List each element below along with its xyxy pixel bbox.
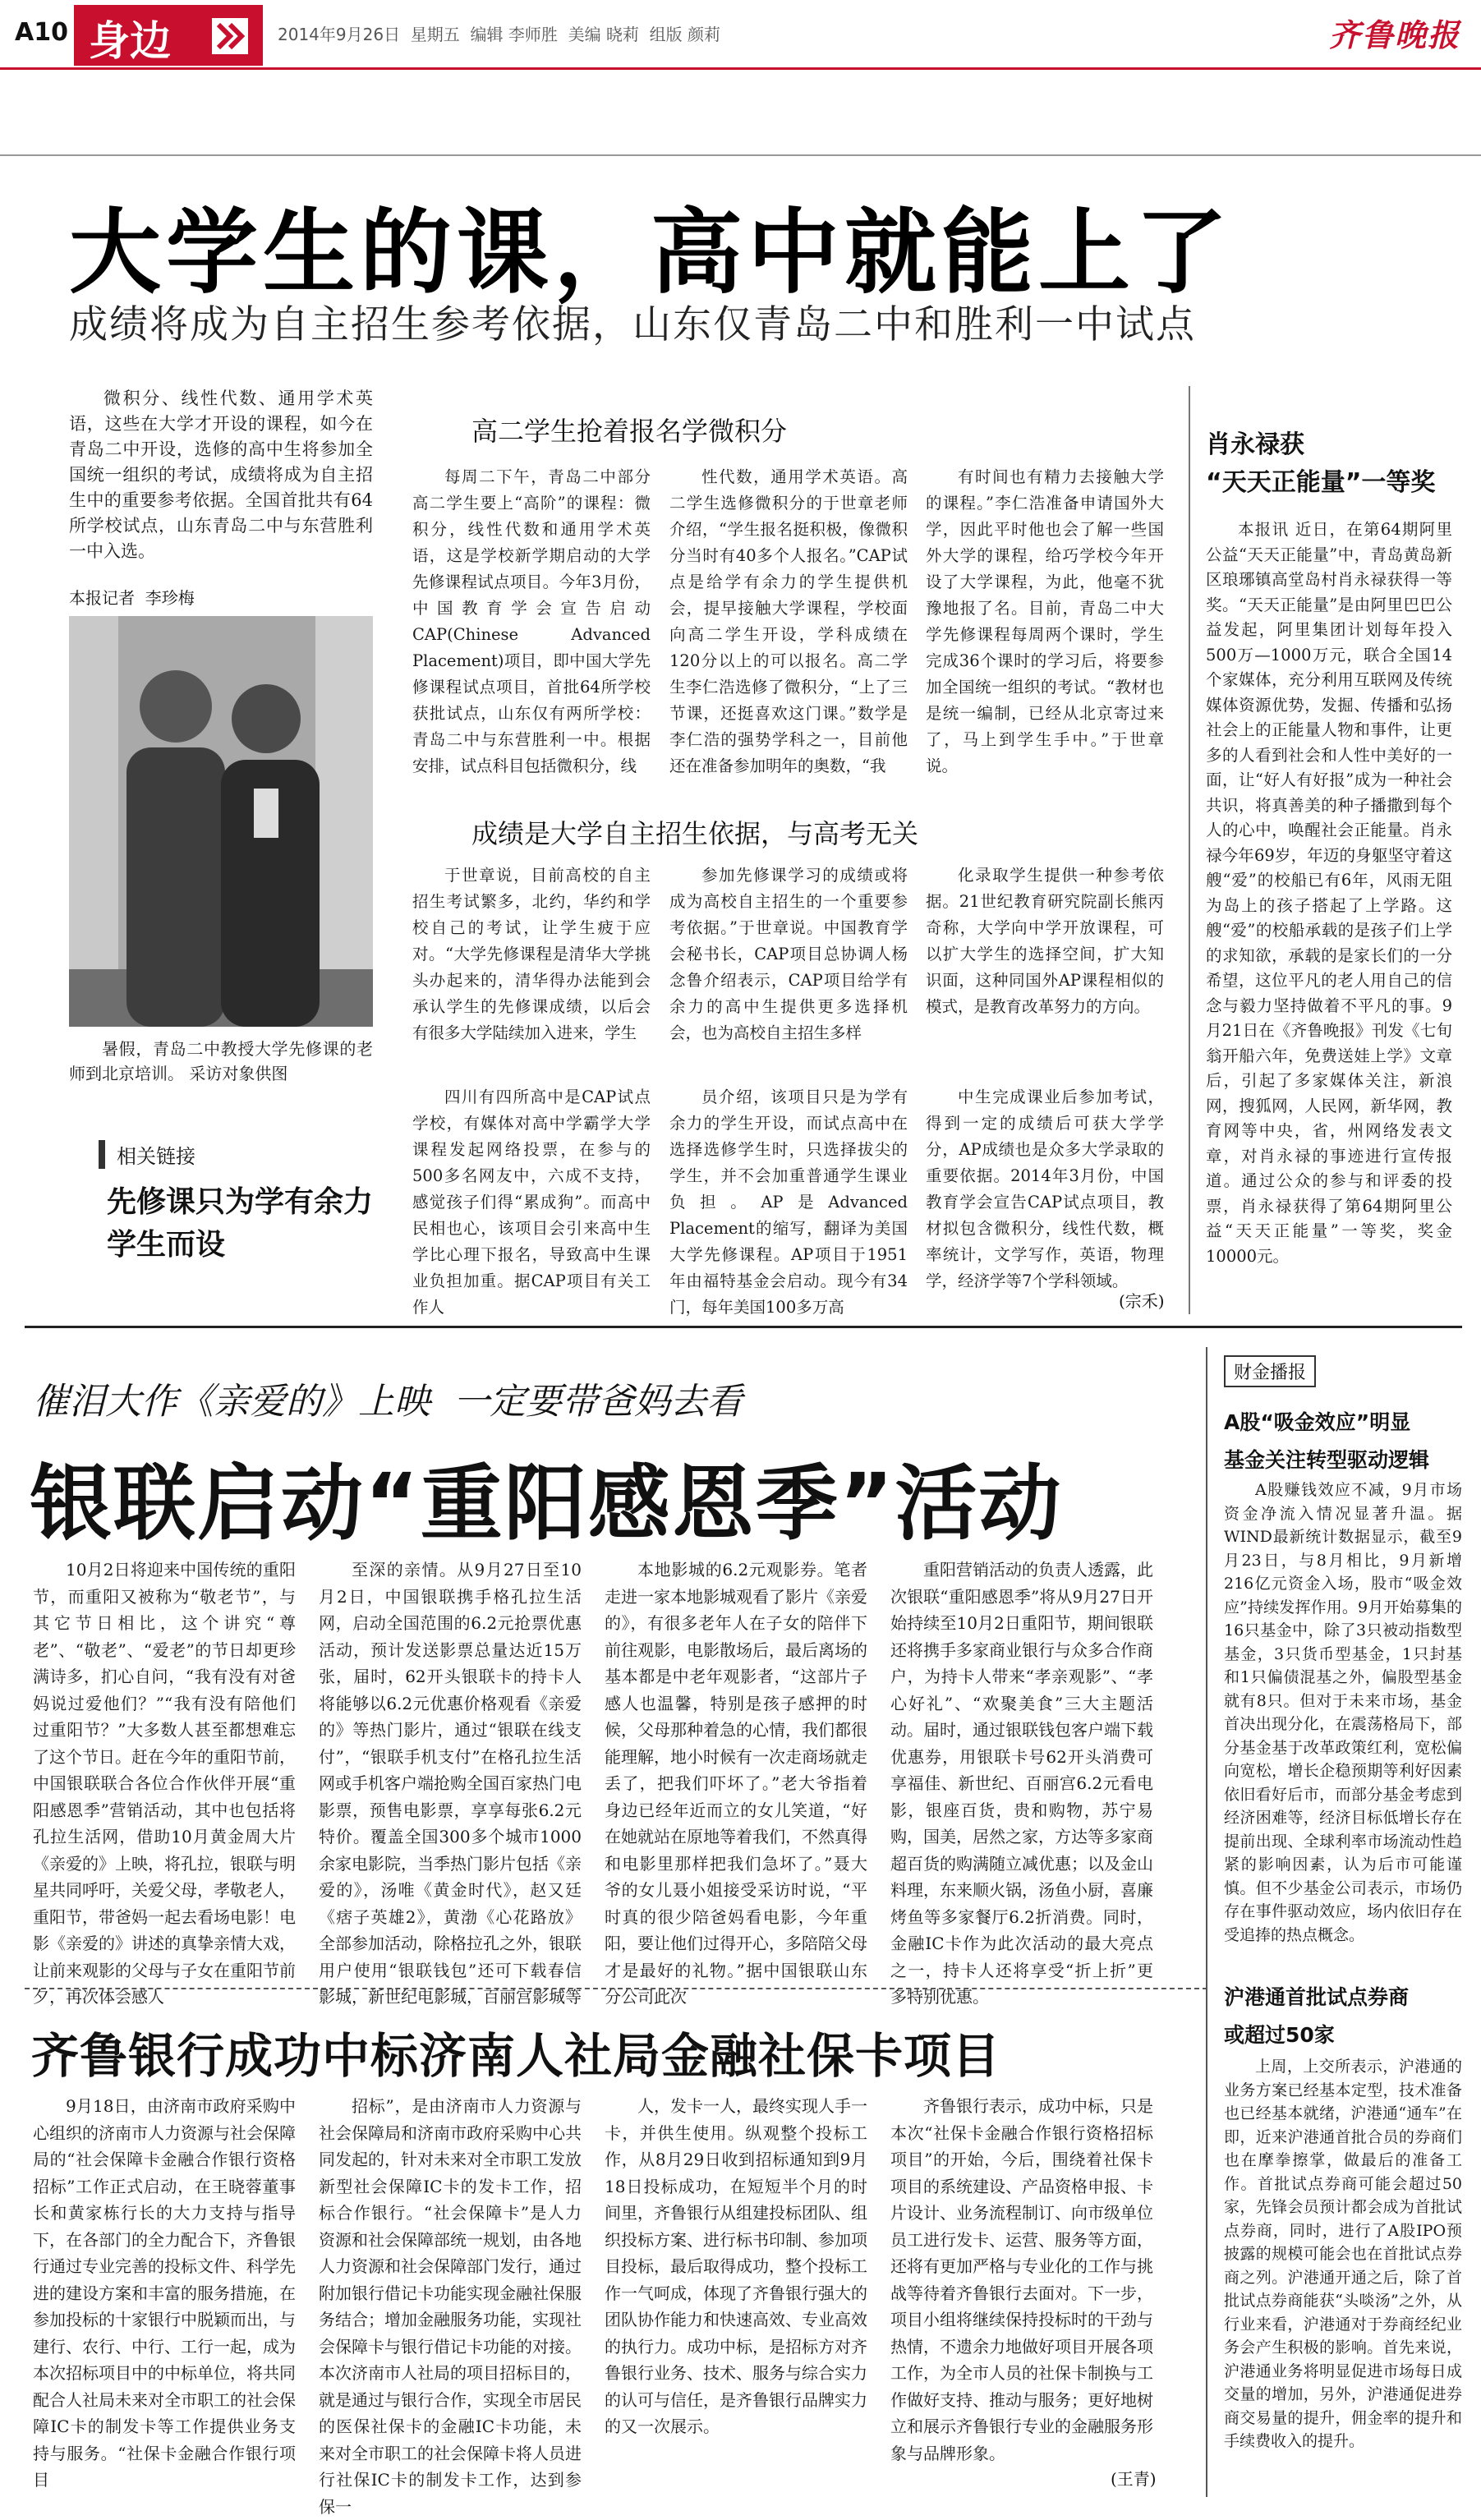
sidebar2-title2-line1: 沪港通首批试点券商: [1224, 1985, 1410, 2009]
article2-col-1: 10月2日将迎来中国传统的重阳节，而重阳又被称为“敬老节”，与其它节日相比，这个讲究“尊老”、“敬老”、“爱老”的节日却更珍满诗多，扪心自问，“我有没有对爸妈说过爱他们？”“我有没有陪他们过重阳节？”大多数人甚至都想难忘了这个节日。赶在今年的重阳节前，中国银联联合各位合作伙伴开展“重阳感恩季”营销活动，其中也包括将孔拉生活网，借助10月黄金周大片《亲爱的》上映，将孔拉，银联与明星共同呼吁，关爱父母，孝敬老人，重阳节，带爸妈一起去看场电影！电影《亲爱的》讲述的真挚亲情大戏，让前来观影的父母与子女在重阳节前夕，再次体会感人: [33, 1560, 296, 2007]
article2-sidebar-divider: [1206, 1347, 1207, 2497]
related-link-headline-text: 先修课只为学有余力学生而设: [107, 1185, 374, 1262]
section3-col-1: 四川有四所高中是CAP试点学校，有媒体对高中学霸学大学课程发起网络投票，在参与的500多名网友中，六成不支持，感觉孩子们得“累成狗”。而高中民相也心，该项目会引来高中生学比心理下报名，导致高中生课业负担加重。据CAP项目有关工作人: [412, 1088, 651, 1317]
page-number: A10: [15, 18, 68, 47]
article2-kicker: 催泪大作《亲爱的》上映 一定要带爸妈去看: [33, 1381, 743, 1423]
article3-col-3: 人，发卡一人，最终实现人手一卡，并供生使用。纵观整个投标工作，从8月29日收到招标通知到9月18日投标成功，在短短半个月的时间里，齐鲁银行从组建投标团队、组织投标方案、进行标书印制、参加项目投标，最后取得成功，整个投标工作一气呵成，体现了齐鲁银行强大的团队协作能力和快速高效、专业高效的执行力。成功中标，是招标方对齐鲁银行业务、技术、服务与综合实力的认可与信任，是齐鲁银行品牌实力的又一次展示。: [605, 2096, 867, 2436]
article3-headline: 齐鲁银行成功中标济南人社局金融社保卡项目: [31, 2028, 1001, 2084]
related-link-headline: [107, 1181, 378, 1267]
article1-reporter: 本报记者 李珍梅: [69, 588, 195, 608]
sidebar2-title1-line1: A股“吸金效应”明显: [1224, 1410, 1411, 1434]
section3-end-mark: (宗禾): [1119, 1291, 1165, 1311]
double-chevron-right-icon: [212, 18, 248, 54]
article3-end-mark: (王青): [1111, 2469, 1157, 2489]
sidebar1-title-line2: “天天正能量”一等奖: [1206, 468, 1436, 497]
header-rule: [0, 67, 1481, 70]
section3-col-2: 员介绍，该项目只是为学有余力的学生开设，而试点高中在选择选修学生时，只选择拔尖的学生，并不会加重普通学生课业负担。AP是Advanced Placement的缩写，翻译为美国大学先修课程。AP项目于1951年由福特基金会启动。现今有34门，每年美国100多万高: [669, 1088, 908, 1317]
section1-col-1: 每周二下午，青岛二中部分高二学生要上“高阶”的课程：微积分，线性代数和通用学术英语，这是学校新学期启动的大学先修课程试点项目。今年3月份，中国教育学会宣告启动CAP(Chinese Advanced Placement)项目，即中国大学先修课程试点项目，首批64所学校获批试点，山东仅有两所学校：青岛二中与东营胜利一中。根据安排，试点科目包括微积分，线: [412, 467, 651, 775]
section3-col-3: 中生完成课业后参加考试，得到一定的成绩后可获大学学分，AP成绩也是众多大学录取的重要依据。2014年3月份，中国教育学会宣告CAP试点项目，教材拟包含微积分，线性代数，概率统计，文学写作，英语，物理学，经济学等7个学科领域。: [926, 1088, 1164, 1290]
article2-bottom-dash: [25, 1988, 1207, 1989]
article1-bottom-rule: [25, 1326, 1462, 1328]
article3-col-4: 齐鲁银行表示，成功中标，只是本次“社保卡金融合作银行资格招标项目”的开始，今后，围绕着社保卡项目的系统建设、产品资格申报、卡片设计、业务流程制订、向市级单位员工进行发卡、运营、服务等方面，还将有更加严格与专业化的工作与挑战等待着齐鲁银行去面对。下一步，项目小组将继续保持投标时的干劲与热情，不遗余力地做好项目开展各项工作，为全市人员的社保卡制换与工作做好支持、推动与服务；更好地树立和展示齐鲁银行专业的金融服务形象与品牌形象。: [890, 2096, 1153, 2463]
article3-col-2: 招标”，是由济南市人力资源与社会保障局和济南市政府采购中心共同发起的，针对未来对全市职工发放新型社会保障IC卡的发卡工作，招标合作银行。“社会保障卡”是人力资源和社会保障部统一规划，由各地人力资源和社会保障部门发行，通过附加银行借记卡功能实现金融社保服务结合；增加金融服务功能，实现社会保障卡与银行借记卡功能的对接。本次济南市人社局的项目招标目的，就是通过与银行合作，实现全市居民的医保社保卡的金融IC卡功能，未来对全市职工的社会保障卡将人员进行社保IC卡的制发卡工作，达到参保一: [319, 2096, 582, 2517]
header-meta: 2014年9月26日 星期五 编辑 李师胜 美编 晓莉 组版 颜莉: [278, 25, 721, 44]
sidebar2-label: 财金播报: [1224, 1355, 1316, 1387]
article1-sidebar-divider: [1189, 386, 1190, 1314]
masthead-logo: 齐鲁晚报: [1329, 16, 1461, 53]
section-title: 身边: [89, 17, 171, 65]
sidebar2-title2-line2: 或超过50家: [1224, 2023, 1335, 2047]
article1-subhead: 成绩将成为自主招生参考依据，山东仅青岛二中和胜利一中试点: [69, 302, 1196, 347]
related-link-label: 相关链接: [99, 1140, 195, 1169]
article1-photo: [69, 616, 373, 1027]
section1-col-2: 性代数，通用学术英语。高二学生选修微积分的于世章老师介绍，“学生报名挺积极，像微积分当时有40多个人报名。”CAP试点是给学有余力的学生提供机会，提早接触大学课程，学校面向高二学生开设，学科成绩在120分以上的可以报名。高二学生李仁浩选修了微积分，“上了三节课，还挺喜欢这门课。”数学是李仁浩的强势学科之一，目前他还在准备参加明年的奥数，“我: [669, 467, 908, 775]
sidebar2-body2: 上周，上交所表示，沪港通的业务方案已经基本定型，技术准备也已经基本就绪，沪港通“通车”在即，近来沪港通首批合员的券商们也在摩拳擦掌，做最后的准备工作。首批试点券商可能会超过50家，先锋会员预计都会成为首批试点券商，同时，进行了A股IPO预披露的规模可能会也在首批试点券商之列。沪港通开通之后，除了首批试点券商能获“头啖汤”之外，从行业来看，沪港通对于券商经纪业务会产生积极的影响。首先来说，沪港通业务将明显促进市场每日成交量的增加，另外，沪港通促进券商交易量的提升，佣金率的提升和手续费收入的提升。: [1224, 2058, 1462, 2450]
article2-headline: 银联启动“重阳感恩季”活动: [30, 1455, 1063, 1552]
section-tab: [74, 5, 263, 66]
sidebar2-body1: A股赚钱效应不减，9月市场资金净流入情况显著升温。据WIND最新统计数据显示，截至9月23日，与8月相比，9月新增216亿元资金入场，股市“吸金效应”持续发挥作用。9月开始募集的16只基金中，除了3只被动指数型基金，3只货币型基金，1只封基和1只偏债混基之外，偏股型基金就有8只。但对于未来市场，基金首决出现分化，在震荡格局下，部分基金基于改革政策红利，宽松偏向宽松，增长企稳预期等利好因素依旧看好后市，而部分基金考虑到经济困难等，经济目标低增长存在提前出现、全球利率市场流动性趋紧的影响因素，认为后市可能谨慎。但不少基金公司表示，市场仍存在事件驱动效应，场内依旧存在受追捧的热点概念。: [1224, 1481, 1462, 1944]
article2-col-4: 重阳营销活动的负责人透露，此次银联“重阳感恩季”将从9月27日开始持续至10月2日重阳节，期间银联还将携手多家商业银行与众多合作商户，为持卡人带来“孝亲观影”、“孝心好礼”、“欢聚美食”三大主题活动。届时，通过银联钱包客户端下载优惠券，用银联卡号62开头消费可享福佳、新世纪、百丽宫6.2元看电影，银座百货，贵和购物，苏宁易购，国美，居然之家，方达等多家商超百货的购满随立减优惠；以及金山料理，东来顺火锅，汤鱼小厨，喜廉烤鱼等多家餐厅6.2折消费。同时，金融IC卡作为此次活动的最大亮点之一，持卡人还将享受“折上折”更多特别优惠。: [890, 1560, 1153, 2007]
section1-title: 高二学生抢着报名学微积分: [471, 416, 788, 447]
section2-col-1: 于世章说，目前高校的自主招生考试繁多，北约，华约和学校自己的考试，让学生疲于应对。“大学先修课程是清华大学挑头办起来的，清华得办法能到会承认学生的先修课成绩，以后会有很多大学陆续加入进来，学生: [412, 866, 651, 1042]
article2-col-3: 本地影城的6.2元观影券。笔者走进一家本地影城观看了影片《亲爱的》，有很多老年人在子女的陪伴下前往观影，电影散场后，最后离场的基本都是中老年观影者，“这部片子感人也温馨，特别是孩子感押的时候，父母那种着急的心情，我们都很能理解，地小时候有一次走商场就走丢了，把我们吓坏了。”老大爷指着身边已经年近而立的女儿笑道，“好在她就站在原地等着我们，不然真得和电影里那样把我们急坏了。”聂大爷的女儿聂小姐接受采访时说，“平时真的很少陪爸妈看电影，今年重阳，要让他们过得开心，多陪陪父母才是最好的礼物。”据中国银联山东分公司此次: [605, 1560, 867, 2007]
section2-col-3: 化录取学生提供一种参考依据。21世纪教育研究院副长熊丙奇称，大学向中学开放课程，可以扩大学生的选择空间，扩大知识面，这种同国外AP课程相似的模式，是教育改革努力的方向。: [926, 866, 1164, 1016]
article2-col-2: 至深的亲情。从9月27日至10月2日，中国银联携手格孔拉生活网，启动全国范围的6.2元抢票优惠活动，预计发送影票总量达近15万张，届时，62开头银联卡的持卡人将能够以6.2元优惠价格观看《亲爱的》等热门影片，通过“银联在线支付”，“银联手机支付”在格孔拉生活网或手机客户端抢购全国百家热门电影票，预售电影票，享享每张6.2元特价。覆盖全国300多个城市1000余家电影院，当季热门影片包括《亲爱的》，汤唯《黄金时代》，赵又廷《痞子英雄2》，黄渤《心花路放》全部参加活动，除格拉孔之外，银联用户使用“银联钱包”还可下载春信影城，新世纪电影城，百丽宫影城等: [319, 1560, 582, 2007]
article1-photo-caption: 暑假，青岛二中教授大学先修课的老师到北京培训。 采访对象供图: [69, 1039, 373, 1083]
sidebar1-body: 本报讯 近日，在第64期阿里公益“天天正能量”中，青岛黄岛新区琅琊镇高堂岛村肖永禄获得一等奖。“天天正能量”是由阿里巴巴公益发起，阿里集团计划每年投入500万—1000万元，联合全国14个家媒体，充分利用互联网及传统媒体资源优势，发掘、传播和弘扬社会上的正能量人物和事件，让更多的人看到社会和人性中美好的一面，让“好人有好报”成为一种社会共识，将真善美的种子播撒到每个人的心中，唤醒社会正能量。肖永禄今年69岁，年迈的身躯坚守着这艘“爱”的校船已有6年，风雨无阻为岛上的孩子搭起了上学路。这艘“爱”的校船承载的是孩子们上学的求知欲，承载的是家长们的一分希望，这位平凡的老人用自己的信念与毅力坚持做着不平凡的事。9月21日在《齐鲁晚报》刊发《七旬翁开船六年，免费送娃上学》文章后，引起了多家媒体关注，新浪网，搜狐网，人民网，新华网，教育网等中央，省，州网络发表文章，对肖永禄的事迹进行宣传报道。通过公众的参与和评委的投票，肖永禄获得了第64期阿里公益“天天正能量”一等奖，奖金10000元。: [1206, 520, 1452, 1266]
header-thin-rule: [0, 154, 1481, 156]
article1-headline: 大学生的课，高中就能上了: [69, 200, 1232, 306]
section2-title: 成绩是大学自主招生依据，与高考无关: [471, 818, 919, 849]
sidebar1-title-line1: 肖永禄获: [1206, 430, 1304, 459]
article3-col-1: 9月18日，由济南市政府采购中心组织的济南市人力资源与社会保障局的“社会保障卡金融合作银行资格招标”工作正式启动，在王晓蓉董事长和黄家栋行长的大力支持与指导下，在各部门的全力配合下，齐鲁银行通过专业完善的投标文件、科学先进的建设方案和丰富的服务措施，在参加投标的十家银行中脱颖而出，与建行、农行、中行、工行一起，成为本次招标项目中的中标单位，将共同配合人社局未来对全市职工的社会保障IC卡的制发卡等工作提供业务支持与服务。“社保卡金融合作银行项目: [33, 2096, 296, 2490]
section2-col-2: 参加先修课学习的成绩或将成为高校自主招生的一个重要参考依据。”于世章说。中国教育学会秘书长，CAP项目总协调人杨念鲁介绍表示，CAP项目给学有余力的高中生提供更多选择机会，也为高校自主招生多样: [669, 866, 908, 1042]
section1-col-3: 有时间也有精力去接触大学的课程。”李仁浩准备申请国外大学，因此平时他也会了解一些国外大学的课程，给巧学校今年开设了大学课程，为此，他毫不犹豫地报了名。目前，青岛二中大学先修课程每周两个课时，学生完成36个课时的学习后，将要参加全国统一组织的考试。“教材也是统一编制，已经从北京寄过来了，马上到学生手中。”于世章说。: [926, 467, 1164, 775]
sidebar2-title1-line2: 基金关注转型驱动逻辑: [1224, 1448, 1430, 1472]
article1-lead: 微积分、线性代数、通用学术英语，这些在大学才开设的课程，如今在青岛二中开设，选修的高中生将参加全国统一组织的考试，成绩将成为自主招生中的重要参考依据。全国首批共有64所学校试点，山东青岛二中与东营胜利一中入选。: [69, 389, 373, 561]
